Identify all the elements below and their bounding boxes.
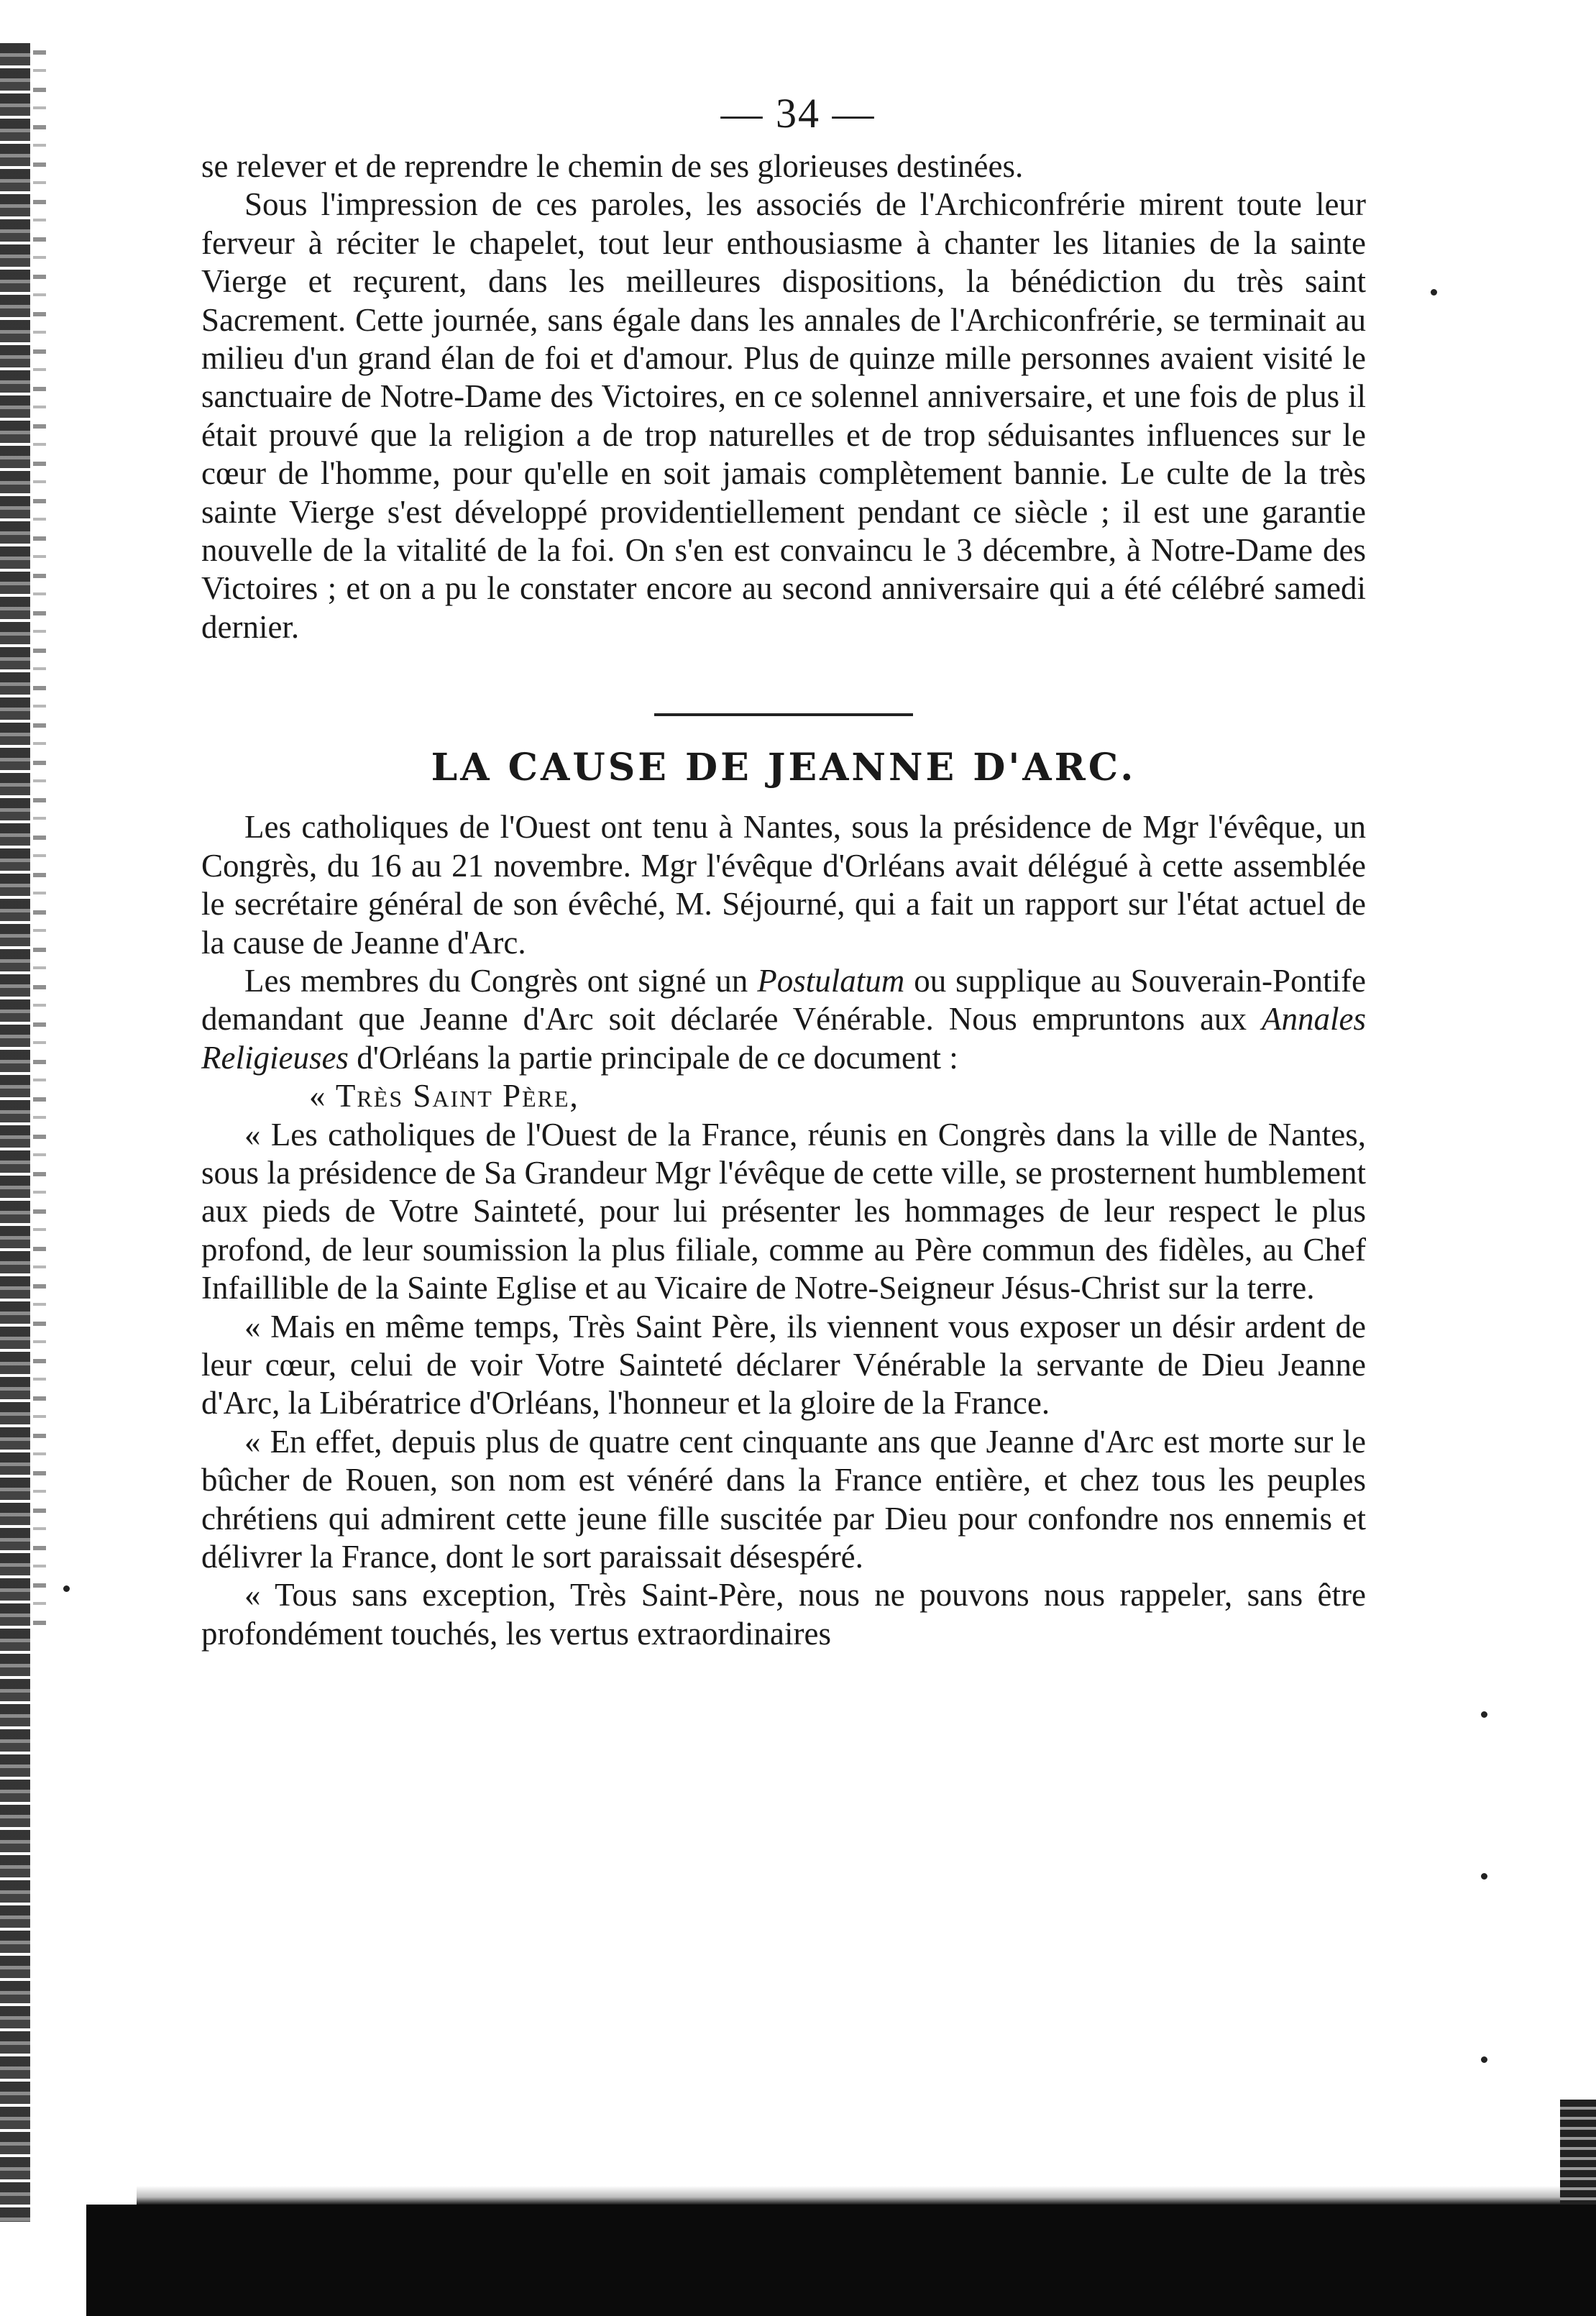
letter-paragraph: « Tous sans exception, Très Saint-Père, nous ne pouvons nous rappeler, sans être profondément touchés, les vertus extraordinaires — [201, 1577, 1366, 1652]
scan-speck — [1481, 1873, 1487, 1880]
letter-salutation: « Très Saint Père, — [309, 1078, 579, 1114]
scan-speck — [1431, 289, 1437, 296]
letter-paragraph: « Les catholiques de l'Ouest de la France, réunis en Congrès dans la ville de Nantes, sous la présidence de Sa Grandeur Mgr l'évêque de cette ville, se prosternent humblement aux pieds de Votre Sainteté, pour lui présenter les hommages de leur respect le plus profond, de leur soumission la plus filiale, comme au Père commun des fidèles, au Chef Infaillible de la Sainte Eglise et au Vicaire de Notre-Seigneur Jésus-Christ sur la terre. — [201, 1116, 1366, 1306]
paragraph: Les catholiques de l'Ouest ont tenu à Nantes, sous la présidence de Mgr l'évêque, un Congrès, du 16 au 21 novembre. Mgr l'évêque d'Orléans avait délégué à cette assemblée le secrétaire général de son évêché, M. Séjourné, qui a fait un rapport sur l'état actuel de la cause de Jeanne d'Arc. — [201, 809, 1366, 961]
section-title: LA CAUSE DE JEANNE D'ARC. — [431, 746, 1137, 790]
paragraph: Sous l'impression de ces paroles, les associés de l'Archiconfrérie mirent toute leur ferveur à réciter le chapelet, tout leur enthousiasme à chanter les litanies de la sainte Vierge et reçurent, dans les meilleures dispositions, la bénédiction du très saint Sacrement. Cette journée, sans égale dans les annales de l'Archiconfrérie, se terminait au milieu d'un grand élan de foi et d'amour. Plus de quinze mille personnes avaient visité le sanctuaire de Notre-Dame des Victoires, en ce solennel anniversaire, et une fois de plus il était prouvé que la religion a de trop naturelles et de trop séduisantes influences sur le cœur de l'homme, pour qu'elle en soit jamais complètement bannie. Le culte de la très sainte Vierge s'est développé providentiellement pendant ce siècle ; il est une garantie nouvelle de la vitalité de la foi. On s'en est convaincu le 3 décembre, à Notre-Dame des Victoires ; et on a pu le constater encore au second anniversaire qui a été célébré samedi dernier. — [201, 186, 1366, 645]
paragraph — [201, 962, 1366, 1077]
paragraph-text: d'Orléans la partie principale de ce document : — [348, 1039, 958, 1076]
scan-bottom-shadow — [137, 2186, 1560, 2205]
scan-left-edge-shadow — [33, 50, 46, 1632]
scan-speck — [1481, 2056, 1487, 2063]
scan-left-edge — [0, 43, 30, 2222]
paragraph-text: Les membres du Congrès ont signé un — [244, 962, 758, 999]
italic-title: Annales Religieuses — [201, 1001, 1366, 1076]
paragraph: se relever et de reprendre le chemin de ses glorieuses destinées. — [201, 148, 1024, 184]
letter-paragraph: « En effet, depuis plus de quatre cent cinquante ans que Jeanne d'Arc est morte sur le bûcher de Rouen, son nom est vénéré dans la France entière, et chez tous les peuples chrétiens qui admirent cette jeune fille suscitée par Dieu pour confondre nos ennemis et délivrer la France, dont le sort paraissait désespéré. — [201, 1423, 1366, 1575]
italic-term: Postulatum — [757, 962, 905, 999]
paragraph-text: ou supplique au Souverain-Pontife demandant que Jeanne d'Arc soit déclarée Vénérable. Nous empruntons aux — [201, 962, 1366, 1038]
page-number: — 34 — — [720, 90, 876, 137]
letter-paragraph: « Mais en même temps, Très Saint Père, ils viennent vous exposer un désir ardent de leur cœur, celui de voir Votre Sainteté déclarer Vénérable la servante de Dieu Jeanne d'Arc, la Libératrice d'Orléans, l'honneur et la gloire de la France. — [201, 1308, 1366, 1422]
scan-bottom-bar — [86, 2205, 1596, 2316]
section-divider — [654, 713, 913, 716]
scan-speck — [63, 1585, 70, 1592]
scan-speck — [1481, 1711, 1487, 1718]
text-column — [201, 147, 1366, 1653]
